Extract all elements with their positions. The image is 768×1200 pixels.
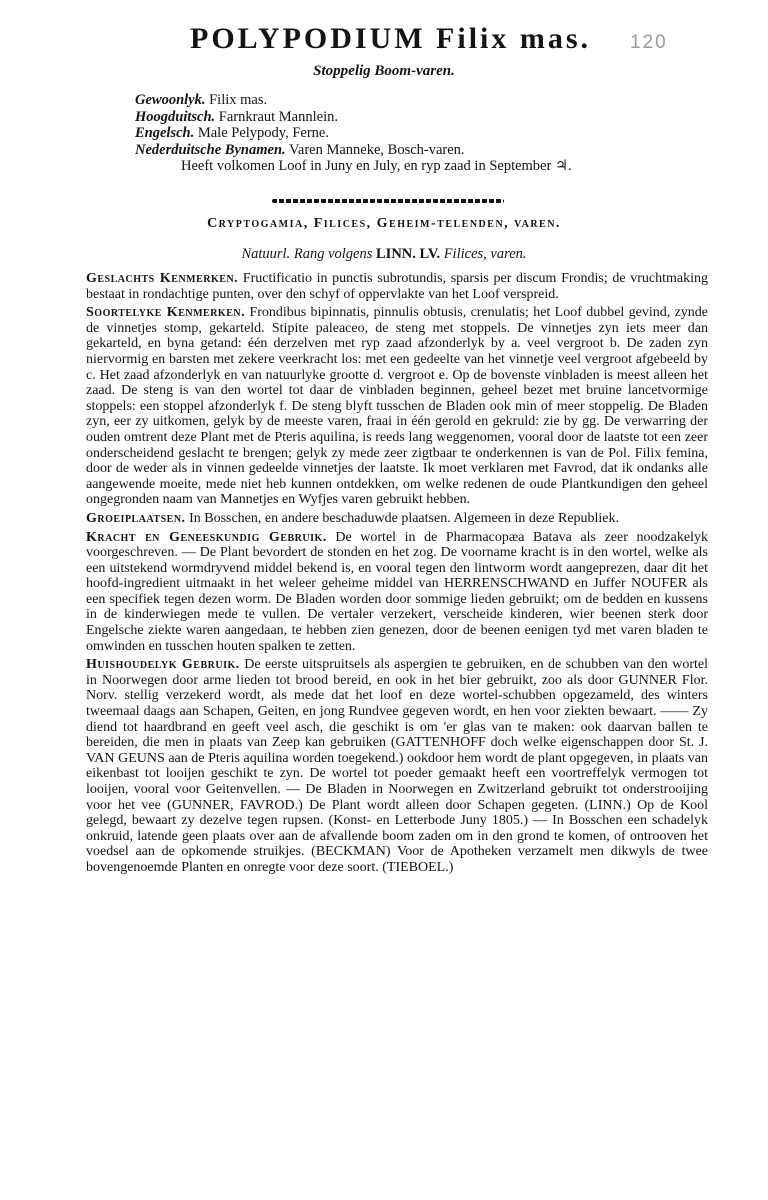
page-subtitle: Stoppelig Boom-varen. — [313, 63, 455, 79]
ornamental-rule — [272, 199, 504, 203]
section-heading: Kracht en Geneeskundig Gebruik. — [86, 529, 327, 545]
name-entry-label: Engelsch. — [135, 125, 195, 141]
section-text: Fructificatio in punctis subrotundis, sparsis per discum Frondis; de vruchtmaking bestaat in rondachtige punten, over den schyf of oppervlakte van het Loof verspreid. — [86, 271, 708, 302]
common-names-list — [135, 92, 572, 175]
article-body — [86, 271, 708, 879]
name-entry-label: Gewoonlyk. — [135, 92, 206, 108]
name-entry — [135, 125, 572, 142]
section-text: In Bosschen, en andere beschaduwde plaatsen. Algemeen in deze Republiek. — [189, 510, 620, 526]
rank-text: Filices, varen. — [443, 246, 527, 262]
name-entry-text: Filix mas. — [209, 92, 268, 108]
name-entry-text: Male Pelypody, Ferne. — [197, 125, 329, 141]
section-medicinal-use — [86, 530, 708, 655]
page-title: POLYPODIUM Filix mas. — [190, 22, 592, 55]
season-note-text: Heeft volkomen Loof in Juny en July, en ryp zaad in September ♃. — [181, 158, 572, 174]
section-species — [86, 305, 708, 508]
rank-label: Natuurl. Rang volgens — [241, 246, 373, 262]
section-heading: Huishoudelyk Gebruik. — [86, 657, 240, 673]
name-entry-text: Varen Manneke, Bosch-varen. — [289, 141, 465, 158]
classification-line: Cryptogamia, Filices, Geheim-telenden, varen. — [207, 216, 561, 231]
section-genus — [86, 271, 708, 302]
section-text: De wortel in de Pharmacopæa Batava als zeer noodzakelyk voorgeschreven. — De Plant bevordert de stonden en het zog. De voorname kracht is in den wortel, welke als een uitstekend wormdryvend middel bekend is, en vooral tegen den lintworm wordt aangeprezen, daar dit het hoofd-ingredient uitmaakt in het weleer geheime middel van HERRENSCHWAND en Juffer NOUFER als een specifiek tegen dezen worm. De Bladen worden door sommige lieden gebruikt; om de bedden en kussens in de kinderwiegen mede te vullen. De vertaler verzekert, verscheide kinderen, wier beenen sterk door Engelsche ziekte waren aangedaan, te hebben zien genezen, door de beenen eenigen tyd met varen bladen te omwinden en tusschen houten spalken te zetten. — [86, 529, 709, 654]
section-heading: Soortelyke Kenmerken. — [86, 305, 246, 321]
section-text: Frondibus bipinnatis, pinnulis obtusis, crenulatis; het Loof dubbel gevind, zynde de vinnetjes stomp, gekarteld. Stipite paleaceo, de steng met stoppels. De vinnetjes zyn iets meer dan gekarteld, en byna getand: één derzelven met ryp zaad afzonderlyk by a. veel vergroot b. De zaden zyn niervormig en barsten met zekere veerkracht los: met een gedeelte van het vinnetje veel vergroot afgebeeld by c. Het zaad afzonderlyk en van natuurlyke grootte d. vergroot e. Op de bovenste vinbladen is meest alleen het zaad. De steng is van den wortel tot daar de vinbladen beginnen, geheel bezet met bruine lancetvormige stoppels: een stoppel afzonderlyk f. De steng blyft tusschen de Bladen ook min of meer stoppelig. De Bladen zyn, eer zy uitkomen, gelyk by de meeste varen, fraai in één gerold en gekruld: zie by gg. De verwarring der ouden omtrent deze Plant met de Pteris aquilina, is reeds lang weggenomen, vooral door de laatste tot een zeer onderscheidend geslacht te brengen; gelyk zy mede zeer zigtbaar te onderkennen is van de Pol. Filix femina, door de weder als in vinnen gedeelde vinnetjes der laatste. Ik moet verklaren met Favrod, dat ik ondanks alle aangewende moeite, mede niet heb kunnen ontdekken, om welke redenen de oude Plantkundigen den geheel ongegronden naam van Mannetjes en Wyfjes varen gebruikt hebben. — [86, 305, 709, 508]
section-text: De eerste uitspruitsels als aspergien te gebruiken, en de schubben van den wortel in Noorwegen door arme lieden tot brood bereid, en ook in het bier gebruikt, zoo als door GUNNER Flor. Norv. stellig verzekerd wordt, als mede dat het loof en deze wortel-schubben opgezameld, des winters tweemaal daags aan Schapen, Geiten, en jong Rundvee gegeven wordt, en hen voor ziekten bewaart. —— Zy diend tot haardbrand en geeft veel asch, die geschikt is om 'er glas van te maken: ook daarvan ballen te bereiden, die men in plaats van Zeep kan gebruiken (GATTENHOFF doch welke eigenschappen door St. J. VAN GEUNS aan de Pteris aquilina worden toegekend.) ookdoor hem wordt de plant opgegeven, in plaats van eikenbast tot looijen geschikt te zyn. De wortel tot poeder gemaakt heeft een voortreffelyk vermogen tot looijen, vooral voor Geitenvellen. — De Bladen in Noorwegen en Zwitzerland gebruikt tot onderstrooijing voor het vee (GUNNER, FAVROD.) De Plant wordt alleen door Schapen gegeten. (LINN.) Op de Kool gelegd, bewaart zy dezelve tegen rupsen. (Konst- en Letterbode Juny 1805.) — In Bosschen een schadelyk onkruid, latende geen plaats over aan de afvallende boom zaden om in den grond te komen, of ontrooven het voedsel aan de opkomende struikjes. (BECKMAN) Voor de Apotheken verzamelt men dikwyls de twee bovengenoemde Planten en onregte voor deze soort. (TIEBOEL.) — [86, 657, 709, 875]
name-entry — [135, 142, 572, 159]
page-number: 120 — [630, 32, 668, 53]
name-entry — [135, 109, 572, 126]
section-habitat — [86, 511, 708, 527]
name-entry-text: Farnkraut Mannlein. — [218, 108, 338, 125]
section-heading: Groeiplaatsen. — [86, 510, 186, 526]
rank-linn: LINN. LV. — [376, 246, 441, 262]
section-heading: Geslachts Kenmerken. — [86, 271, 239, 286]
natural-rank-line — [0, 246, 768, 263]
name-entry — [135, 92, 572, 109]
season-note — [135, 158, 572, 175]
name-entry-label: Nederduitsche Bynamen. — [135, 141, 286, 158]
name-entry-label: Hoogduitsch. — [135, 108, 216, 125]
section-household-use — [86, 657, 708, 875]
